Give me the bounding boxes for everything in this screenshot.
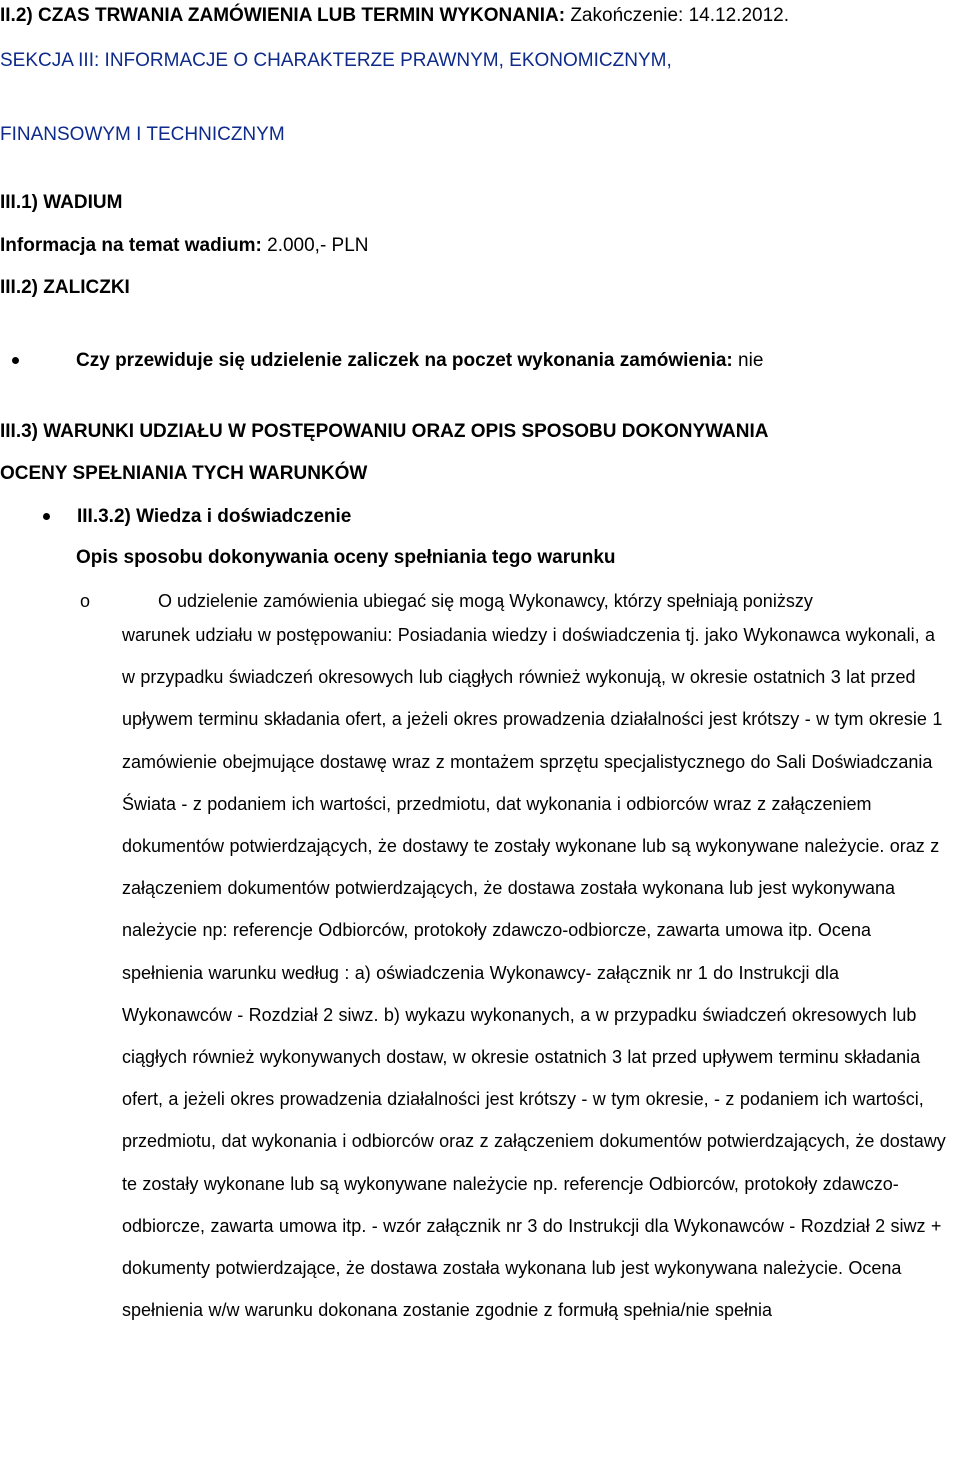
wadium-info-value: 2.000,- PLN [267,235,369,256]
section-ii2-value: Zakończenie: 14.12.2012. [570,5,789,26]
list-marker-o: o [80,591,91,611]
section-ii2-label: II.2) CZAS TRWANIA ZAMÓWIENIA LUB TERMIN WYKONANIA: [0,5,566,26]
wadium-info-label: Informacja na temat wadium: [0,235,262,256]
warunki-heading-line2: OCENY SPEŁNIANIA TYCH WARUNKÓW [0,463,368,484]
warunki-sub-heading: III.3.2) Wiedza i doświadczenie [77,506,352,527]
warunki-opis-label: Opis sposobu dokonywania oceny spełniania tego warunku [76,547,616,568]
section-iii-heading-line1: SEKCJA III: INFORMACJE O CHARAKTERZE PRAWNYM, EKONOMICZNYM, [0,50,672,71]
wadium-info [0,234,369,258]
bullet-icon [43,513,50,520]
zaliczki-heading: III.2) ZALICZKI [0,277,130,298]
bullet-icon [12,357,19,364]
zaliczki-question: Czy przewiduje się udzielenie zaliczek na poczet wykonania zamówienia: [76,350,733,371]
zaliczki-question-line [76,349,763,373]
zaliczki-answer: nie [738,350,764,371]
warunki-heading-line1: III.3) WARUNKI UDZIAŁU W POSTĘPOWANIU ORAZ OPIS SPOSOBU DOKONYWANIA [0,421,769,442]
warunki-body-text: warunek udziału w postępowaniu: Posiadania wiedzy i doświadczenia tj. jako Wykonawca wykonali, a w przypadku świadczeń okresowych lub ciągłych również wykonują, w okresie ostatnich 3 lat przed upływem terminu składania ofert, a jeżeli okres prowadzenia działalności jest krótszy - w tym okresie 1 zamówienie obejmujące dostawę wraz z montażem sprzętu specjalistycznego do Sali Doświadczania Świata - z podaniem ich wartości, przedmiotu, dat wykonania i odbiorców wraz z załączeniem dokumentów potwierdzających, że dostawy te zostały wykonane lub są wykonywane należycie. oraz z załączeniem dokumentów potwierdzających, że dostawa została wykonana lub jest wykonywana należycie np: referencje Odbiorców, protokoły zdawczo-odbiorcze, zawarta umowa itp. Ocena spełnienia warunku według : a) oświadczenia Wykonawcy- załącznik nr 1 do Instrukcji dla Wykonawców - Rozdział 2 siwz. b) wykazu wykonanych, a w przypadku świadczeń okresowych lub ciągłych również wykonywanych dostaw, w okresie ostatnich 3 lat przed upływem terminu składania ofert, a jeżeli okres prowadzenia działalności jest krótszy - w tym okresie, - z podaniem ich wartości, przedmiotu, dat wykonania i odbiorców oraz z załączeniem dokumentów potwierdzających, że dostawy te zostały wykonane lub są wykonywane należycie np. referencje Odbiorców, protokoły zdawczo-odbiorcze, zawarta umowa itp. - wzór załącznik nr 3 do Instrukcji dla Wykonawców - Rozdział 2 siwz + dokumenty potwierdzające, że dostawa została wykonana lub jest wykonywana należycie. Ocena spełnienia w/w warunku dokonana zostanie zgodnie z formułą spełnia/nie spełnia [122,625,946,1321]
wadium-heading: III.1) WADIUM [0,192,123,213]
warunki-body-first-line: O udzielenie zamówienia ubiegać się mogą Wykonawcy, którzy spełniają poniższy [158,591,813,611]
section-iii-heading-line2: FINANSOWYM I TECHNICZNYM [0,124,285,145]
section-ii2-line [0,4,789,28]
